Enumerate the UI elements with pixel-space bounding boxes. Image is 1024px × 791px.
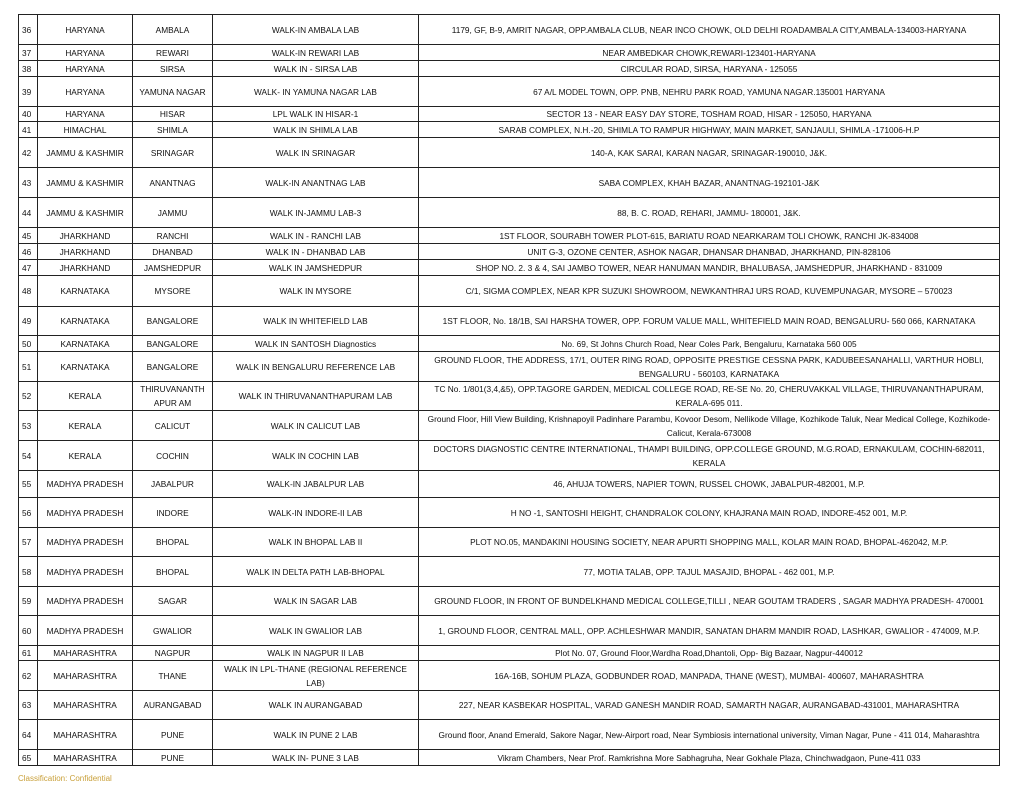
- cell-address: C/1, SIGMA COMPLEX, NEAR KPR SUZUKI SHOWROOM, NEWKANTHRAJ URS ROAD, KUVEMPUNAGAR, MYSORE – 570023: [419, 276, 1000, 307]
- table-row: [19, 616, 1000, 646]
- cell-address: UNIT G-3, OZONE CENTER, ASHOK NAGAR, DHANSAR DHANBAD, JHARKHAND, PIN-828106: [419, 244, 1000, 260]
- cell-lab: WALK IN - DHANBAD LAB: [213, 244, 419, 260]
- cell-lab: WALK-IN ANANTNAG LAB: [213, 168, 419, 198]
- cell-address: 140-A, KAK SARAI, KARAN NAGAR, SRINAGAR-190010, J&K.: [419, 138, 1000, 168]
- cell-address: SARAB COMPLEX, N.H.-20, SHIMLA TO RAMPUR HIGHWAY, MAIN MARKET, SANJAULI, SHIMLA -171006-H.P: [419, 122, 1000, 138]
- cell-state: HARYANA: [38, 61, 133, 77]
- cell-city: COCHIN: [133, 441, 213, 471]
- cell-address: CIRCULAR ROAD, SIRSA, HARYANA - 125055: [419, 61, 1000, 77]
- table-row: [19, 661, 1000, 691]
- table-row: [19, 198, 1000, 228]
- cell-address: SECTOR 13 - NEAR EASY DAY STORE, TOSHAM ROAD, HISAR - 125050, HARYANA: [419, 107, 1000, 122]
- cell-address: NEAR AMBEDKAR CHOWK,REWARI-123401-HARYANA: [419, 45, 1000, 61]
- cell-city: RANCHI: [133, 228, 213, 244]
- cell-no: 64: [19, 720, 38, 750]
- cell-city: INDORE: [133, 498, 213, 528]
- table-row: [19, 498, 1000, 528]
- table-row: [19, 352, 1000, 382]
- cell-city: NAGPUR: [133, 646, 213, 661]
- cell-lab: WALK IN BENGALURU REFERENCE LAB: [213, 352, 419, 382]
- cell-state: MADHYA PRADESH: [38, 498, 133, 528]
- cell-address: 16A-16B, SOHUM PLAZA, GODBUNDER ROAD, MANPADA, THANE (WEST), MUMBAI- 400607, MAHARASHTRA: [419, 661, 1000, 691]
- cell-address: H NO -1, SANTOSHI HEIGHT, CHANDRALOK COLONY, KHAJRANA MAIN ROAD, INDORE-452 001, M.P.: [419, 498, 1000, 528]
- cell-lab: WALK IN SAGAR LAB: [213, 587, 419, 616]
- cell-lab: WALK-IN INDORE-II LAB: [213, 498, 419, 528]
- table-row: [19, 15, 1000, 45]
- cell-state: MADHYA PRADESH: [38, 528, 133, 557]
- cell-state: JHARKHAND: [38, 244, 133, 260]
- cell-no: 51: [19, 352, 38, 382]
- table-row: [19, 471, 1000, 498]
- cell-city: BHOPAL: [133, 557, 213, 587]
- cell-address: GROUND FLOOR, IN FRONT OF BUNDELKHAND MEDICAL COLLEGE,TILLI , NEAR GOUTAM TRADERS , SAGAR MADHYA PRADESH- 470001: [419, 587, 1000, 616]
- cell-state: HARYANA: [38, 77, 133, 107]
- table-row: [19, 260, 1000, 276]
- cell-no: 56: [19, 498, 38, 528]
- cell-lab: WALK IN GWALIOR LAB: [213, 616, 419, 646]
- cell-address: 67 A/L MODEL TOWN, OPP. PNB, NEHRU PARK ROAD, YAMUNA NAGAR.135001 HARYANA: [419, 77, 1000, 107]
- cell-state: JAMMU & KASHMIR: [38, 168, 133, 198]
- cell-lab: WALK IN BHOPAL LAB II: [213, 528, 419, 557]
- cell-city: AMBALA: [133, 15, 213, 45]
- cell-city: YAMUNA NAGAR: [133, 77, 213, 107]
- cell-no: 50: [19, 336, 38, 352]
- cell-lab: WALK IN PUNE 2 LAB: [213, 720, 419, 750]
- cell-state: KERALA: [38, 441, 133, 471]
- cell-no: 57: [19, 528, 38, 557]
- cell-no: 47: [19, 260, 38, 276]
- table-row: [19, 691, 1000, 720]
- cell-lab: WALK IN MYSORE: [213, 276, 419, 307]
- table-row: [19, 557, 1000, 587]
- table-row: [19, 441, 1000, 471]
- cell-city: JAMMU: [133, 198, 213, 228]
- cell-no: 41: [19, 122, 38, 138]
- cell-no: 49: [19, 307, 38, 336]
- cell-city: JABALPUR: [133, 471, 213, 498]
- cell-state: MADHYA PRADESH: [38, 557, 133, 587]
- lab-locations-table: [18, 14, 1000, 766]
- cell-state: MAHARASHTRA: [38, 720, 133, 750]
- cell-no: 38: [19, 61, 38, 77]
- cell-state: KARNATAKA: [38, 307, 133, 336]
- cell-lab: WALK IN THIRUVANANTHAPURAM LAB: [213, 382, 419, 411]
- cell-state: JHARKHAND: [38, 260, 133, 276]
- table-row: [19, 307, 1000, 336]
- cell-city: SHIMLA: [133, 122, 213, 138]
- cell-no: 43: [19, 168, 38, 198]
- cell-state: KARNATAKA: [38, 352, 133, 382]
- cell-city: THANE: [133, 661, 213, 691]
- cell-no: 59: [19, 587, 38, 616]
- cell-city: DHANBAD: [133, 244, 213, 260]
- cell-address: PLOT NO.05, MANDAKINI HOUSING SOCIETY, NEAR APURTI SHOPPING MALL, KOLAR MAIN ROAD, BHOPAL-462042, M.P.: [419, 528, 1000, 557]
- cell-address: 1, GROUND FLOOR, CENTRAL MALL, OPP. ACHLESHWAR MANDIR, SANATAN DHARM MANDIR ROAD, LASHKAR, GWALIOR - 474009, M.P.: [419, 616, 1000, 646]
- cell-lab: WALK IN SANTOSH Diagnostics: [213, 336, 419, 352]
- cell-city: REWARI: [133, 45, 213, 61]
- table-row: [19, 720, 1000, 750]
- table-row: [19, 107, 1000, 122]
- cell-city: BHOPAL: [133, 528, 213, 557]
- cell-city: AURANGABAD: [133, 691, 213, 720]
- cell-state: HIMACHAL: [38, 122, 133, 138]
- cell-state: KERALA: [38, 382, 133, 411]
- cell-lab: WALK- IN YAMUNA NAGAR LAB: [213, 77, 419, 107]
- cell-city: THIRUVANANTH APUR AM: [133, 382, 213, 411]
- cell-city: SAGAR: [133, 587, 213, 616]
- cell-no: 58: [19, 557, 38, 587]
- cell-state: MAHARASHTRA: [38, 750, 133, 766]
- cell-lab: WALK IN AURANGABAD: [213, 691, 419, 720]
- cell-address: Ground floor, Anand Emerald, Sakore Nagar, New-Airport road, Near Symbiosis international university, Viman Nagar, Pune - 411 014, Maharashtra: [419, 720, 1000, 750]
- cell-city: BANGALORE: [133, 352, 213, 382]
- cell-address: DOCTORS DIAGNOSTIC CENTRE INTERNATIONAL, THAMPI BUILDING, OPP.COLLEGE GROUND, M.G.ROAD, ERNAKULAM, COCHIN-682011, KERALA: [419, 441, 1000, 471]
- cell-city: SIRSA: [133, 61, 213, 77]
- cell-lab: WALK IN DELTA PATH LAB-BHOPAL: [213, 557, 419, 587]
- table-row: [19, 228, 1000, 244]
- cell-address: SABA COMPLEX, KHAH BAZAR, ANANTNAG-192101-J&K: [419, 168, 1000, 198]
- table-row: [19, 61, 1000, 77]
- cell-address: No. 69, St Johns Church Road, Near Coles Park, Bengaluru, Karnataka 560 005: [419, 336, 1000, 352]
- cell-state: MADHYA PRADESH: [38, 616, 133, 646]
- cell-city: CALICUT: [133, 411, 213, 441]
- cell-city: GWALIOR: [133, 616, 213, 646]
- cell-no: 60: [19, 616, 38, 646]
- cell-no: 62: [19, 661, 38, 691]
- cell-no: 40: [19, 107, 38, 122]
- cell-city: ANANTNAG: [133, 168, 213, 198]
- cell-state: KARNATAKA: [38, 276, 133, 307]
- cell-address: 1ST FLOOR, SOURABH TOWER PLOT-615, BARIATU ROAD NEARKARAM TOLI CHOWK, RANCHI JK-834008: [419, 228, 1000, 244]
- cell-no: 63: [19, 691, 38, 720]
- table-row: [19, 411, 1000, 441]
- cell-address: 1ST FLOOR, No. 18/1B, SAI HARSHA TOWER, OPP. FORUM VALUE MALL, WHITEFIELD MAIN ROAD, BENGALURU- 560 066, KARNATAKA: [419, 307, 1000, 336]
- cell-no: 55: [19, 471, 38, 498]
- cell-state: JAMMU & KASHMIR: [38, 138, 133, 168]
- cell-lab: WALK-IN REWARI LAB: [213, 45, 419, 61]
- cell-city: HISAR: [133, 107, 213, 122]
- table-row: [19, 77, 1000, 107]
- cell-address: Plot No. 07, Ground Floor,Wardha Road,Dhantoli, Opp- Big Bazaar, Nagpur-440012: [419, 646, 1000, 661]
- cell-state: KARNATAKA: [38, 336, 133, 352]
- cell-no: 39: [19, 77, 38, 107]
- cell-no: 42: [19, 138, 38, 168]
- cell-lab: WALK IN CALICUT LAB: [213, 411, 419, 441]
- cell-state: KERALA: [38, 411, 133, 441]
- cell-city: BANGALORE: [133, 336, 213, 352]
- cell-lab: WALK-IN AMBALA LAB: [213, 15, 419, 45]
- cell-lab: WALK-IN JABALPUR LAB: [213, 471, 419, 498]
- cell-state: MADHYA PRADESH: [38, 587, 133, 616]
- table-row: [19, 646, 1000, 661]
- cell-address: GROUND FLOOR, THE ADDRESS, 17/1, OUTER RING ROAD, OPPOSITE PRESTIGE CESSNA PARK, KADUBEESANAHALLI, VARTHUR HOBLI, BENGALURU - 560103, KARNATAKA: [419, 352, 1000, 382]
- cell-city: PUNE: [133, 750, 213, 766]
- table-row: [19, 122, 1000, 138]
- cell-state: HARYANA: [38, 15, 133, 45]
- table-row: [19, 138, 1000, 168]
- cell-state: MAHARASHTRA: [38, 661, 133, 691]
- cell-state: MAHARASHTRA: [38, 646, 133, 661]
- table-row: [19, 336, 1000, 352]
- table-row: [19, 587, 1000, 616]
- table-row: [19, 750, 1000, 766]
- cell-lab: WALK IN WHITEFIELD LAB: [213, 307, 419, 336]
- cell-no: 52: [19, 382, 38, 411]
- cell-city: SRINAGAR: [133, 138, 213, 168]
- cell-address: 227, NEAR KASBEKAR HOSPITAL, VARAD GANESH MANDIR ROAD, SAMARTH NAGAR, AURANGABAD-431001, MAHARASHTRA: [419, 691, 1000, 720]
- cell-no: 45: [19, 228, 38, 244]
- cell-lab: WALK IN- PUNE 3 LAB: [213, 750, 419, 766]
- cell-city: JAMSHEDPUR: [133, 260, 213, 276]
- cell-no: 61: [19, 646, 38, 661]
- cell-lab: WALK IN SRINAGAR: [213, 138, 419, 168]
- cell-no: 46: [19, 244, 38, 260]
- table-row: [19, 276, 1000, 307]
- table-row: [19, 244, 1000, 260]
- cell-no: 54: [19, 441, 38, 471]
- cell-state: MAHARASHTRA: [38, 691, 133, 720]
- cell-city: PUNE: [133, 720, 213, 750]
- cell-address: SHOP NO. 2. 3 & 4, SAI JAMBO TOWER, NEAR HANUMAN MANDIR, BHALUBASA, JAMSHEDPUR, JHARKHAND - 831009: [419, 260, 1000, 276]
- cell-no: 53: [19, 411, 38, 441]
- table-body: [19, 15, 1000, 766]
- table-row: [19, 382, 1000, 411]
- cell-state: JHARKHAND: [38, 228, 133, 244]
- cell-lab: WALK IN LPL-THANE (REGIONAL REFERENCE LAB): [213, 661, 419, 691]
- cell-no: 48: [19, 276, 38, 307]
- cell-address: Vikram Chambers, Near Prof. Ramkrishna More Sabhagruha, Near Gokhale Plaza, Chinchwadgaon, Pune-411 033: [419, 750, 1000, 766]
- cell-address: TC No. 1/801(3,4,&5), OPP.TAGORE GARDEN, MEDICAL COLLEGE ROAD, RE-SE No. 20, CHERUVAKKAL VILLAGE, THIRUVANANTHAPURAM, KERALA-695 011.: [419, 382, 1000, 411]
- cell-lab: WALK IN-JAMMU LAB-3: [213, 198, 419, 228]
- cell-no: 36: [19, 15, 38, 45]
- cell-lab: WALK IN NAGPUR II LAB: [213, 646, 419, 661]
- cell-address: 46, AHUJA TOWERS, NAPIER TOWN, RUSSEL CHOWK, JABALPUR-482001, M.P.: [419, 471, 1000, 498]
- cell-state: HARYANA: [38, 45, 133, 61]
- cell-city: MYSORE: [133, 276, 213, 307]
- cell-state: MADHYA PRADESH: [38, 471, 133, 498]
- cell-address: 77, MOTIA TALAB, OPP. TAJUL MASAJID, BHOPAL - 462 001, M.P.: [419, 557, 1000, 587]
- classification-watermark: Classification: Confidential: [18, 774, 112, 783]
- cell-no: 44: [19, 198, 38, 228]
- cell-lab: WALK IN SHIMLA LAB: [213, 122, 419, 138]
- cell-lab: WALK IN COCHIN LAB: [213, 441, 419, 471]
- cell-city: BANGALORE: [133, 307, 213, 336]
- table-row: [19, 45, 1000, 61]
- cell-no: 65: [19, 750, 38, 766]
- cell-state: HARYANA: [38, 107, 133, 122]
- cell-lab: WALK IN - RANCHI LAB: [213, 228, 419, 244]
- table-row: [19, 528, 1000, 557]
- cell-lab: WALK IN - SIRSA LAB: [213, 61, 419, 77]
- cell-state: JAMMU & KASHMIR: [38, 198, 133, 228]
- cell-lab: WALK IN JAMSHEDPUR: [213, 260, 419, 276]
- cell-address: 88, B. C. ROAD, REHARI, JAMMU- 180001, J&K.: [419, 198, 1000, 228]
- cell-address: 1179, GF, B-9, AMRIT NAGAR, OPP.AMBALA CLUB, NEAR INCO CHOWK, OLD DELHI ROADAMBALA CITY,AMBALA-134003-HARYANA: [419, 15, 1000, 45]
- cell-address: Ground Floor, Hill View Building, Krishnapoyil Padinhare Parambu, Kovoor Desom, Nellikode Village, Kozhikode Taluk, Near Medical College, Kozhikode-Calicut, Kerala-673008: [419, 411, 1000, 441]
- table-row: [19, 168, 1000, 198]
- cell-no: 37: [19, 45, 38, 61]
- cell-lab: LPL WALK IN HISAR-1: [213, 107, 419, 122]
